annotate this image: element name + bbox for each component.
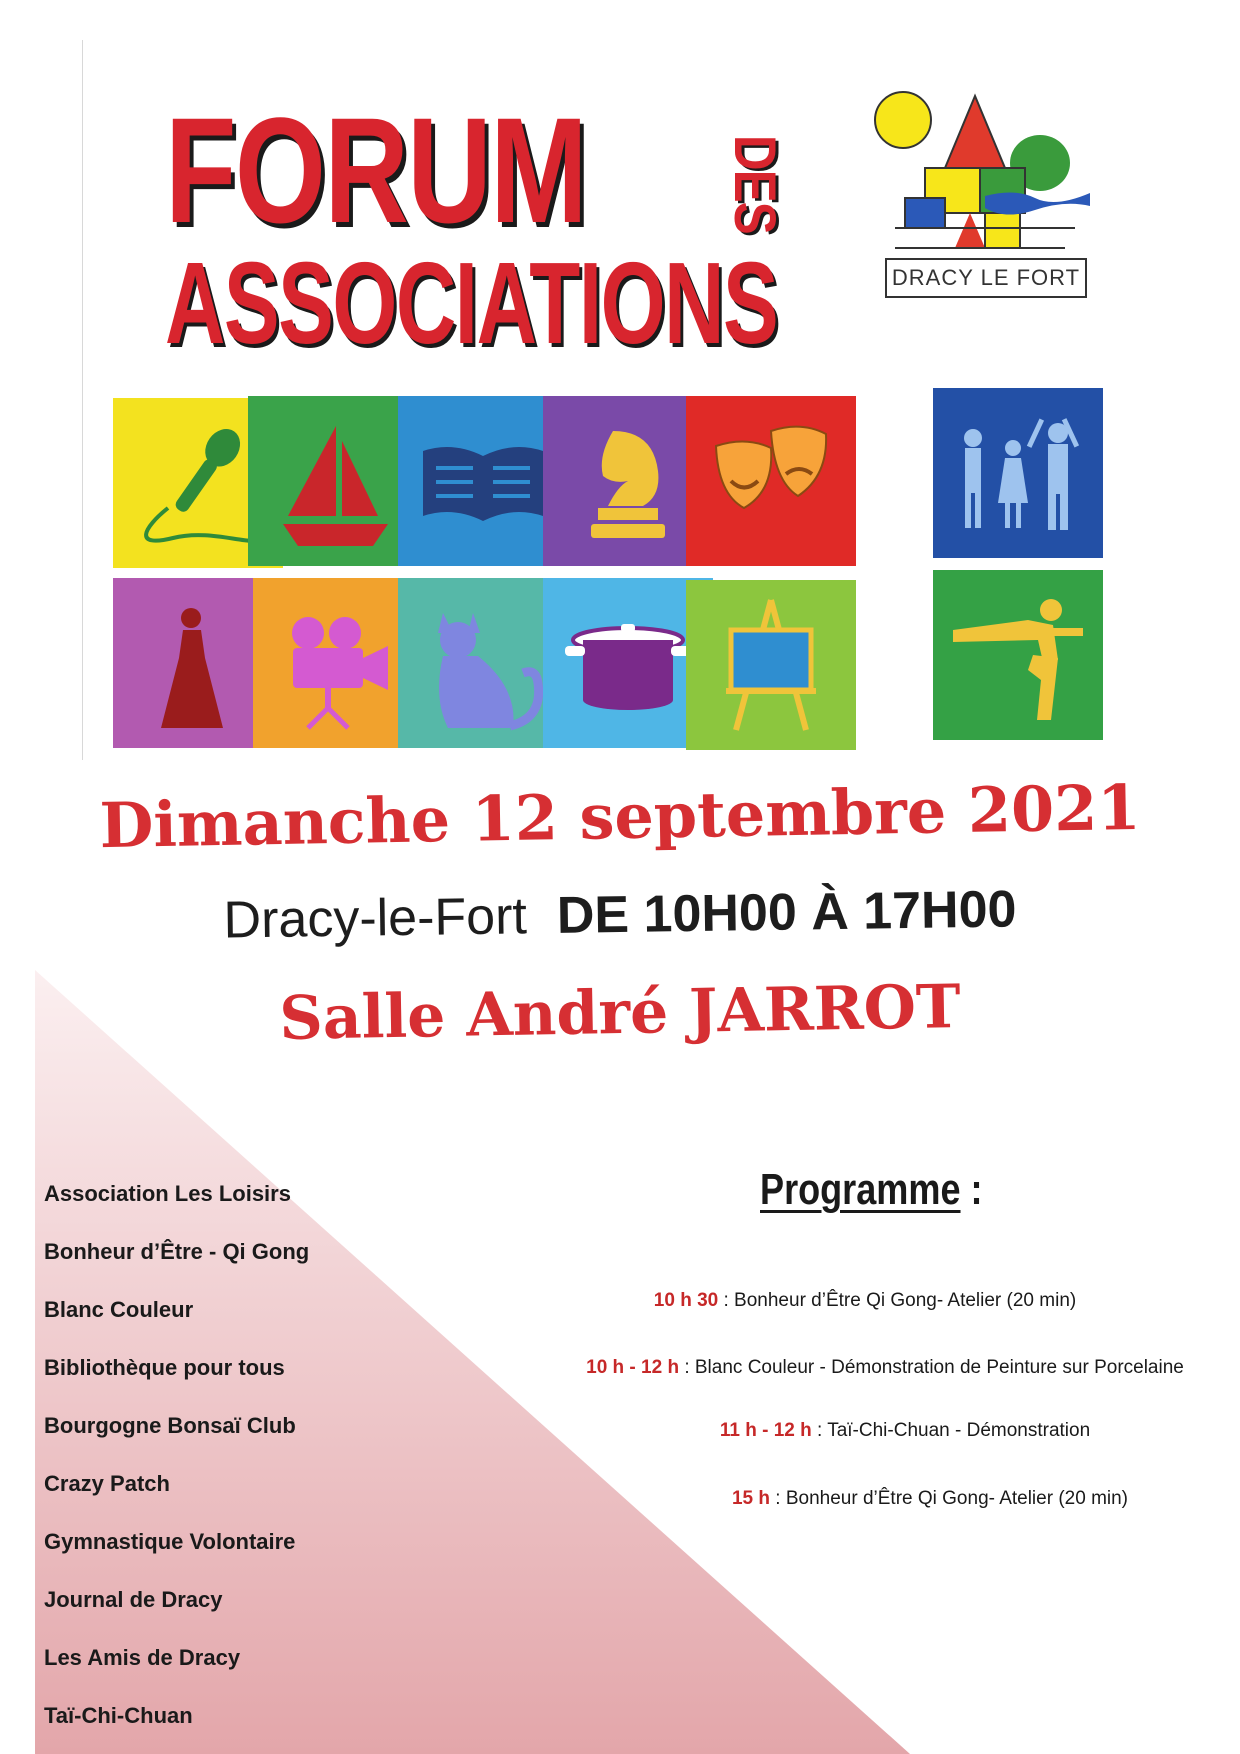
title-forum: FORUM — [165, 86, 587, 254]
easel-icon — [686, 580, 856, 750]
sailboat-icon — [248, 396, 418, 566]
programme-text: : Bonheur d’Être Qi Gong- Atelier (20 min) — [718, 1290, 1077, 1311]
title-des: DES — [722, 135, 787, 234]
associations-list — [44, 1165, 444, 1745]
title-associations: ASSOCIATIONS — [165, 238, 778, 368]
programme-text: : Blanc Couleur - Démonstration de Peinture sur Porcelaine — [679, 1357, 1184, 1378]
tile-karate — [933, 570, 1103, 740]
programme-time: 15 h — [731, 1488, 771, 1509]
list-item: Gymnastique Volontaire — [44, 1529, 296, 1554]
list-item: Crazy Patch — [44, 1471, 170, 1496]
tile-people — [933, 388, 1103, 558]
list-item: Blanc Couleur — [44, 1297, 194, 1322]
theatre-masks-icon — [686, 396, 856, 566]
list-item: Journal de Dracy — [44, 1587, 223, 1612]
tile-sailboat — [248, 396, 418, 566]
programme-item — [590, 1488, 1240, 1510]
list-item: Bonheur d’Être - Qi Gong — [44, 1239, 310, 1264]
event-hours: DE 10H00 À 17H00 — [556, 880, 1017, 945]
programme-item — [525, 1290, 1205, 1312]
logo-caption: DRACY LE FORT — [885, 258, 1087, 298]
programme-text: : Taï-Chi-Chuan - Démonstration — [811, 1420, 1091, 1441]
programme-heading — [760, 1165, 983, 1215]
list-item: Bibliothèque pour tous — [44, 1355, 285, 1380]
programme-heading-colon: : — [960, 1165, 983, 1214]
event-hall: Salle André JARROT — [278, 972, 962, 1054]
programme-time: 11 h - 12 h — [719, 1420, 812, 1441]
town-logo-icon — [865, 88, 1095, 258]
event-town: Dracy-le-Fort — [223, 887, 528, 950]
karate-kick-icon — [933, 570, 1103, 740]
scan-edge-line — [82, 40, 83, 760]
people-dancing-icon — [933, 388, 1103, 558]
activity-tiles — [113, 390, 1108, 750]
tile-easel — [686, 580, 856, 750]
event-place-hours — [0, 876, 1240, 953]
programme-item — [545, 1357, 1225, 1379]
list-item: Les Amis de Dracy — [44, 1645, 241, 1670]
list-item: Association Les Loisirs — [44, 1181, 291, 1206]
forum-title — [165, 86, 845, 375]
list-item: Taï-Chi-Chuan — [44, 1703, 193, 1728]
town-logo — [865, 88, 1095, 298]
programme-time: 10 h 30 — [653, 1290, 719, 1311]
event-date: Dimanche 12 septembre 2021 — [98, 770, 1142, 863]
programme-heading-word: Programme — [760, 1165, 961, 1214]
programme-text: : Bonheur d’Être Qi Gong- Atelier (20 min) — [770, 1488, 1129, 1509]
programme-time: 10 h - 12 h — [586, 1357, 680, 1378]
programme-item — [565, 1420, 1240, 1442]
tile-masks — [686, 396, 856, 566]
list-item: Bourgogne Bonsaï Club — [44, 1413, 296, 1438]
